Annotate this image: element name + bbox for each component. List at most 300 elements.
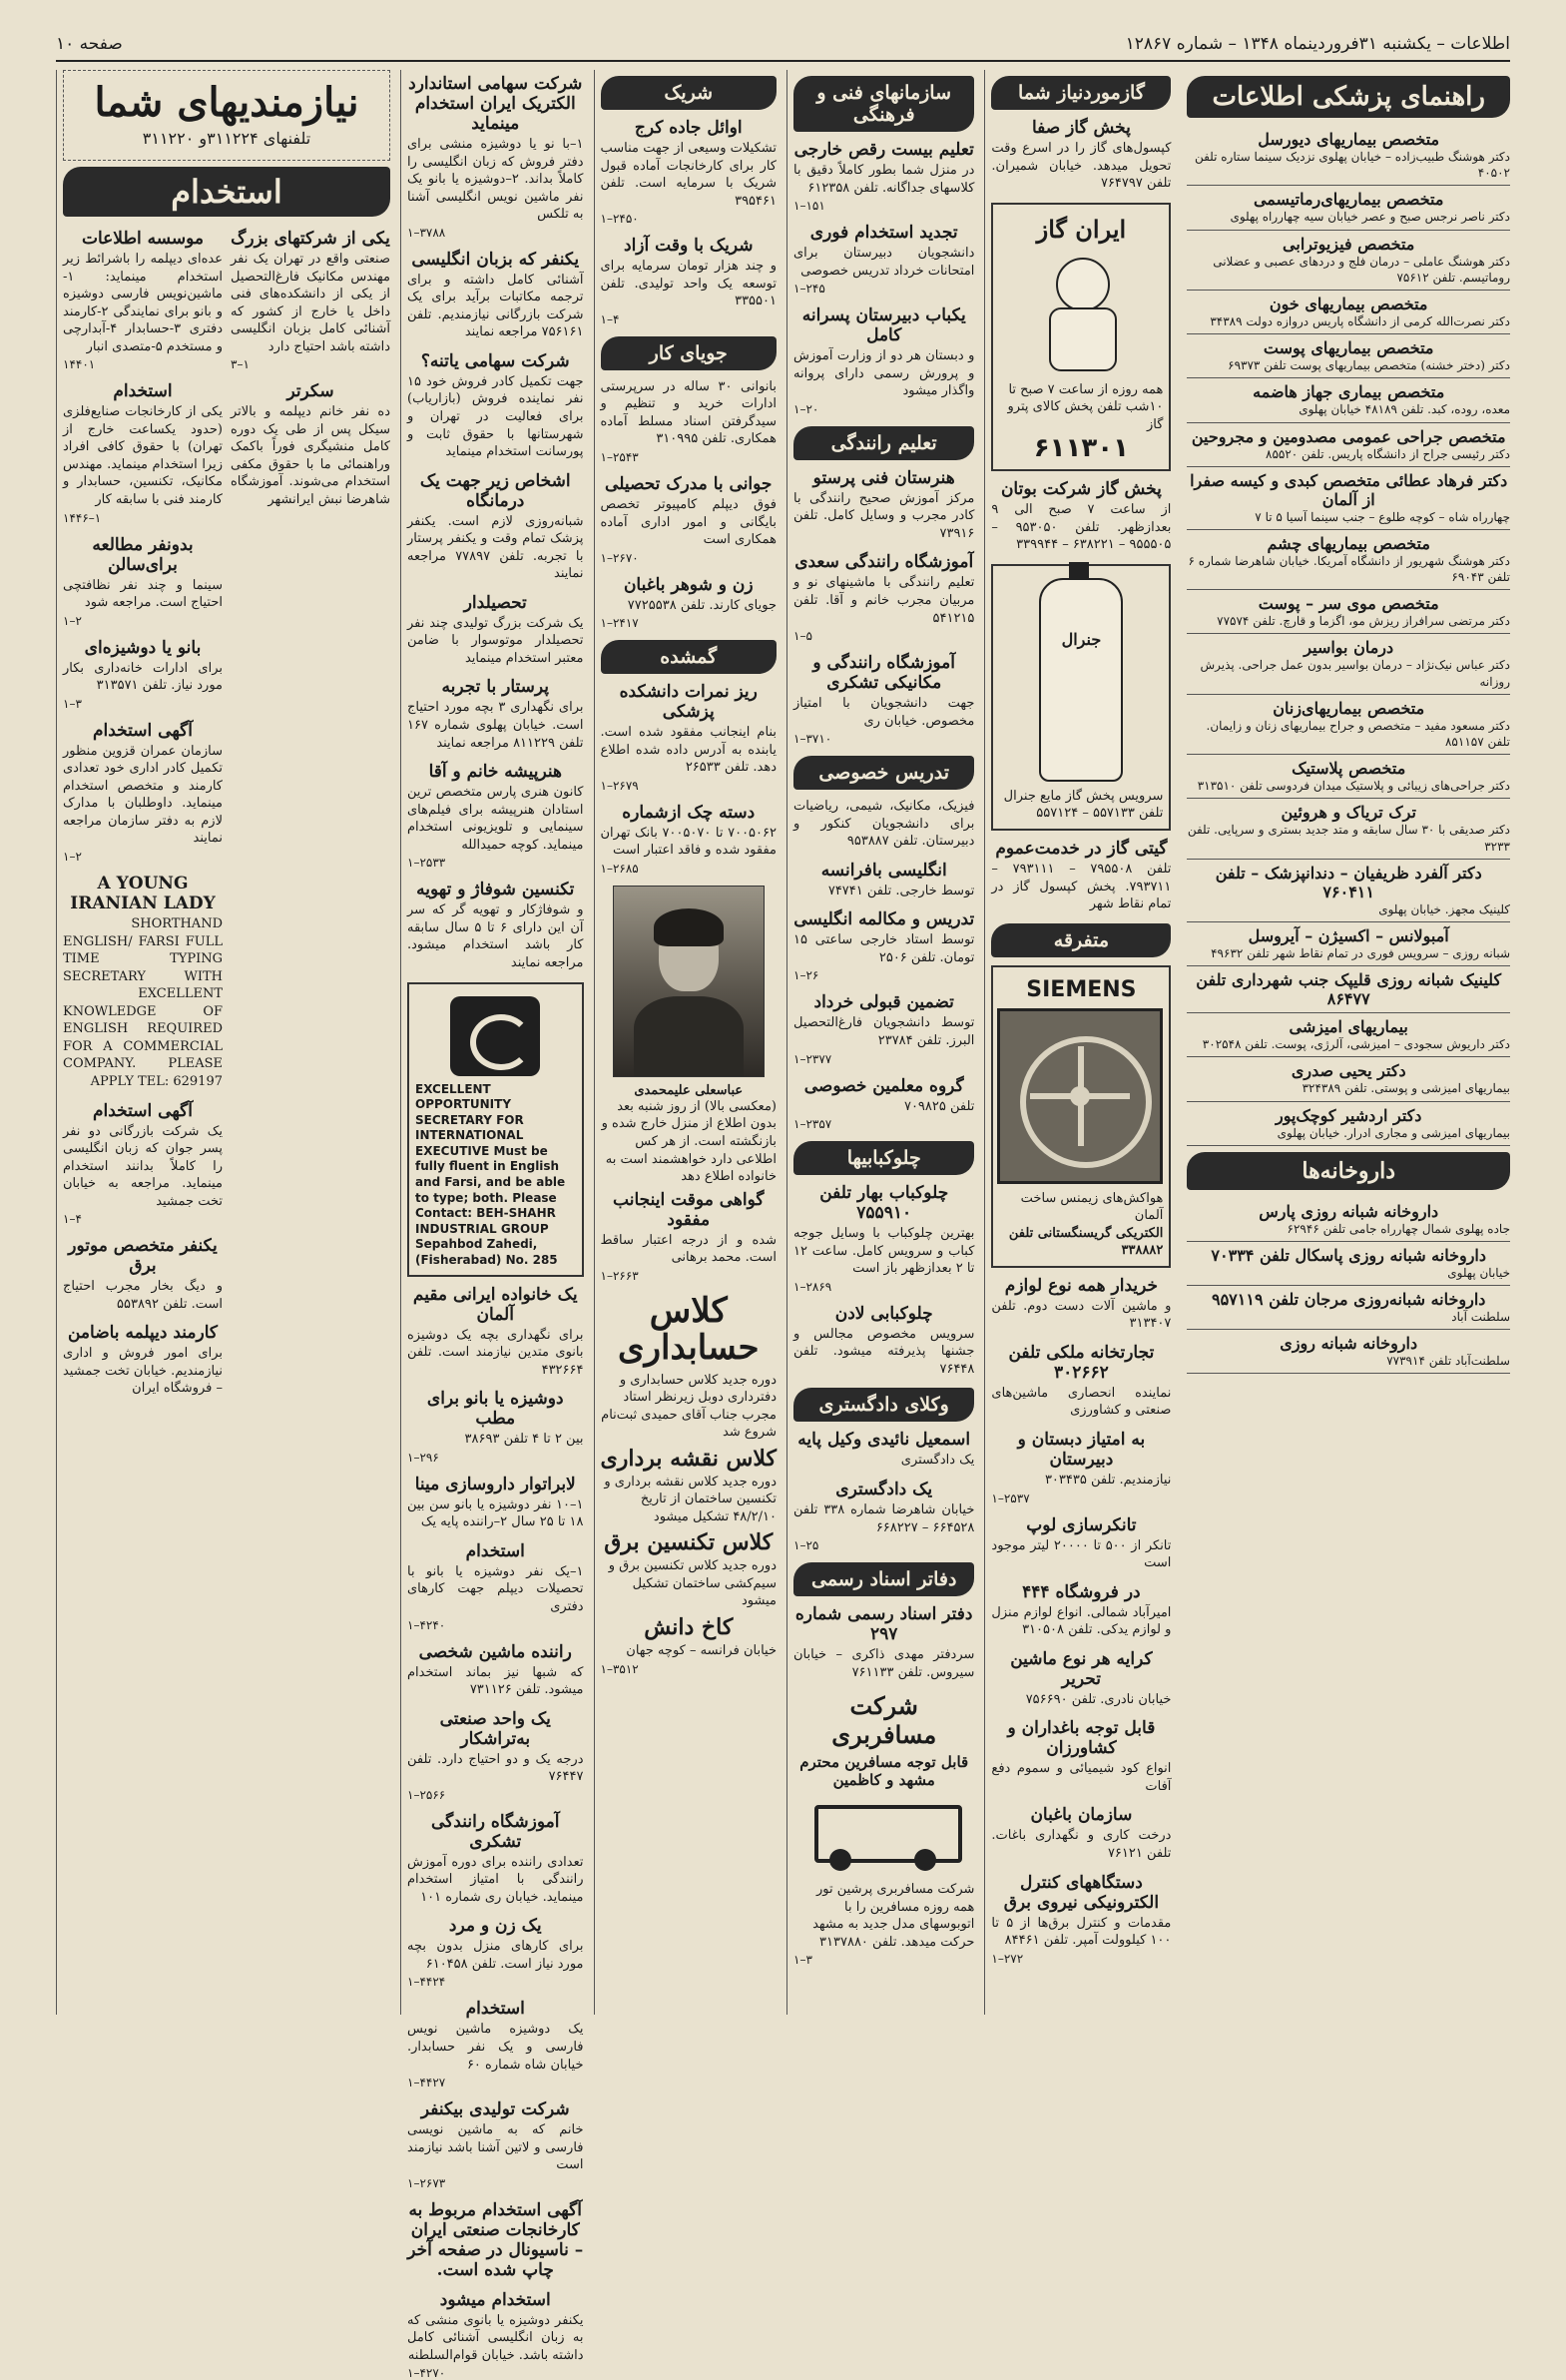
col4-lawyer-ad-text: یک دادگستری: [900, 1453, 975, 1469]
col7-ad: [63, 381, 223, 524]
col4-tutor-ad-title: تضمین قبولی خرداد: [813, 992, 954, 1013]
medical-entry-head: دکتر فرهاد عطائی متخصص کبدی و کیسه صفرا از آلمان: [1190, 470, 1508, 509]
col7-ad-title: موسسه اطلاعات: [81, 229, 205, 249]
col3-gas-ad-title: پخش گاز صفا: [1031, 118, 1131, 138]
col3-misc-ad: [991, 1582, 1171, 1639]
medical-entry-head: متخصص بیماریهای چشم: [1267, 533, 1430, 553]
medical-entry: [1187, 231, 1510, 291]
col7-ad-text: یکی از کارخانجات صنایع‌فلزی (حدود یکساعت خارج از تهران) با حقوق کافی افراد زیرا استخدام مینماید. مهندس مکانیک، تکنسین، حسابدار و کارمند فنی با سابقه کار: [63, 404, 223, 508]
col5-partner-ad-title: اوائل جاده کرج: [634, 118, 743, 138]
siemens-ad: [991, 965, 1171, 1268]
col6-mid2-ad: [407, 1475, 584, 1531]
class1-text: دوره جدید کلاس حسابداری و دفترداری دوبل زیرنظر استاد مجرب جناب آقای حمیدی ثبت‌نام شروع شد: [601, 1372, 777, 1441]
col5-jobseek-ad-title: جوانی با مدرک تحصیلی: [605, 474, 773, 495]
col4-tutor-ad-text: توسط خارجی. تلفن ۷۴۷۴۱: [827, 883, 975, 898]
col5-jobseek-ad: [601, 575, 778, 631]
col6-bottom-ad: [407, 1709, 584, 1802]
medical-entry-head: متخصص موی سر – پوست: [1258, 594, 1439, 614]
medical-entry: [1187, 1013, 1510, 1057]
col6-bottom-ad-title: یک واحد صنعتی به‌تراشکار: [439, 1708, 551, 1749]
col7-ad-title: بدونفر مطالعه برای‌سالن: [92, 534, 194, 575]
col7-ad-ref: ۱–۲: [63, 850, 82, 865]
medical-entry-head: بیماریهای امیزشی: [1289, 1017, 1408, 1037]
col4-notary-ad: [793, 1604, 974, 1681]
medical-guide-title: راهنمای پزشکی اطلاعات: [1187, 76, 1510, 118]
medical-entry: [1187, 755, 1510, 799]
col4-driving-ad-text: تعلیم رانندگی با ماشینهای نو و مربیان مجرب خانم و آقا. تلفن ۵۴۱۲۱۵: [793, 575, 975, 626]
col4-tech-ad-title: تعلیم بیست رقص خارجی: [793, 140, 974, 160]
medical-entry: [1187, 922, 1510, 966]
col6-bottom-ad-text: تعدادی راننده برای دوره آموزش رانندگی با امتیاز استخدام مینماید. خیابان ری شماره ۱۰۱: [407, 1854, 584, 1905]
col7-ad: [63, 1236, 223, 1313]
col4-tutor-ad-text: توسط استاد خارجی ساعتی ۱۵ تومان. تلفن ۲۵۰۶: [793, 932, 975, 965]
medical-entry: [1187, 1057, 1510, 1101]
col6-ad: [407, 351, 584, 461]
col4-lawyer-ad: [793, 1430, 974, 1470]
pharmacy-entry-body: خیابان پهلوی: [1447, 1265, 1510, 1280]
col3-misc-ad: [991, 1649, 1171, 1709]
col4-tech-ad-title: یکباب دبیرستان پسرانه کامل: [801, 305, 966, 346]
col4-driving-ad-title: آموزشگاه رانندگی و مکانیکی تشکری: [812, 653, 955, 694]
col6-ad-title: هنرپیشه خانم و آقا: [428, 762, 562, 783]
general-gas-ad: [991, 564, 1171, 831]
col6-ad-title: یکنفر که بزبان انگلیسی: [411, 249, 580, 270]
irangaz-ad: [991, 203, 1171, 472]
col4-tutor-ad-ref: ۱–۲۳۷۷: [793, 1051, 832, 1066]
partner-banner: شریک: [601, 76, 778, 110]
col6-ad-text: و شوفاژکار و تهویه گر که سر آن این دارای ۶ تا ۵ سال سابقه کار باشد استخدام میشود. مراجعه نمایند: [407, 902, 584, 970]
medical-entry-head: آمبولانس – اکسیژن – آیروسل: [1248, 925, 1449, 945]
class2-title: کلاس نقشه برداری: [600, 1445, 777, 1472]
col6-bottom-ad-title: راننده ماشین شخصی: [418, 1641, 572, 1662]
col6-bottom-ad: [407, 2290, 584, 2380]
medical-entry-body: بیماریهای امیزشی و مجاری ادرار. خیابان پهلوی: [1277, 1125, 1510, 1140]
col6-bottom-ad-ref: ۱–۲۵۶۶: [407, 1787, 446, 1802]
col3-misc-ad: [991, 1515, 1171, 1572]
col7-mid-ad-text: ده نفر خانم دیپلمه و بالاتر سیکل پس از طی یک دوره کامل منشیگری فوراً باکمک وراهنمائی ما با حقوق مکفی استخدام می‌شوند. آموزشگاه شاهرضا نبش ایرانشهر: [231, 404, 390, 508]
col7-mid-ad-title: یکی از شرکتهای بزرگ: [231, 229, 390, 249]
missing-person-photo: [613, 886, 765, 1077]
col6-bottom-ad-title: استخدام: [465, 1999, 525, 2020]
col6-bottom-ad-text: که شبها نیز بماند استخدام میشود. تلفن ۷۳۱۱۲۶: [407, 1664, 584, 1698]
col7-mid-ad-title: سکرتر: [286, 381, 334, 402]
col4-lawyer-ad-ref: ۱–۲۵: [793, 1538, 819, 1553]
col7-ad-ref: ۱۴۴۰۱: [63, 357, 96, 372]
col4-notary-ad-text: سردفتر مهدی ذاکری – خیابان سیروس. تلفن ۷۶۱۱۳۳: [793, 1647, 975, 1680]
col3-gas2-ad-title: پخش گاز شرکت بوتان: [1000, 479, 1162, 500]
col4-tech-ad-text: دانشجویان دبیرستان برای امتحانات خرداد تدریس خصوصی: [793, 246, 975, 279]
col3-misc-ad: [991, 1276, 1171, 1333]
col7-ad: [63, 874, 223, 1090]
col6-ad-text: ۱–با نو یا دوشیزه منشی برای دفتر فروش که زبان انگلیسی را کاملاً بداند. ۲–دوشیزه یا بانو یک نفر ماشین نویس انگلیسی آشنا به تلکس: [407, 137, 584, 223]
col3-misc-ad-text: و ماشین آلات دست دوم. تلفن ۳۱۳۴۰۷: [991, 1298, 1172, 1332]
col6-bottom-ad-text: یک دوشیزه ماشین نویس فارسی و یک نفر حسابدار. خیابان شاه شماره ۶۰: [407, 2022, 584, 2073]
pharmacy-banner: داروخانه‌ها: [1187, 1152, 1510, 1190]
medical-entry: [1187, 1102, 1510, 1146]
col5-jobseek-ad: [601, 474, 778, 565]
photo-caption: عباسعلی علیمحمدی: [634, 1082, 744, 1098]
col3-misc-ad-text: نماینده انحصاری ماشین‌های صنعتی و کشاورزی: [991, 1385, 1172, 1419]
col6-mid2-ad-title: یک خانواده ایرانی مقیم آلمان: [412, 1284, 578, 1325]
tutor-banner: تدریس خصوصی: [793, 756, 974, 790]
medical-entry-body: دکتر عباس نیک‌نژاد – درمان بواسیر بدون عمل جراحی. پذیرش روزانه: [1200, 658, 1510, 689]
col6-mid2-ad: [407, 1541, 584, 1632]
issue-info: اطلاعات – یکشنبه ۳۱فروردینماه ۱۳۴۸ – شماره ۱۲۸۶۷: [1125, 34, 1510, 54]
food-banner: چلوکبابیها: [793, 1141, 974, 1175]
medical-entry: [1187, 334, 1510, 378]
medical-entry-head: متخصص بیماریهای دیورسل: [1258, 130, 1440, 149]
siemens-text: هواکش‌های زیمنس ساخت آلمان: [1020, 1190, 1164, 1224]
col4-food-ad-title: چلوکباب بهار تلفن ۷۵۵۹۱۰: [819, 1183, 949, 1224]
col6-bottom-ad-ref: ۱–۴۴۲۷: [407, 2076, 446, 2090]
medical-entry-head: متخصص بیماریهای خون: [1269, 294, 1428, 313]
col5-partner-ad-text: تشکیلات وسیعی از جهت مناسب کار برای کارخانجات آماده قبول شریک با سرمایه است. تلفن ۳۹۵۴۶۱: [600, 141, 777, 209]
col6-ad-text: کانون هنری پارس متخصص ترین استادان هنرپیشه برای فیلم‌های سینمایی و تلویزیونی استخدام مینماید. کوچه حمیدالله: [407, 785, 584, 853]
pharmacy-entry: [1187, 1286, 1510, 1330]
col4-tutor-ad-title: تدریس و مکالمه انگلیسی: [793, 909, 975, 930]
col4-driving-ad-title: هنرستان فنی پرستو: [812, 467, 955, 488]
col4-food-ad-text: بهترین چلوکباب با وسایل جوجه کباب و سرویس کامل. ساعت ۱۲ تا ۲ بعدازظهر باز است: [793, 1226, 975, 1277]
col4-tech-ad-text: و دبستان هر دو از وزارت آموزش و پرورش رسمی دارای پروانه واگذار میشود: [793, 348, 975, 399]
col3-misc-ad-text: خیابان نادری. تلفن ۷۵۶۶۹۰: [1025, 1691, 1172, 1707]
photo-text: (معکسی بالا) از روز شنبه بعد بدون اطلاع از منزل خارج شده و بازنگشته است. از هر کس اطلاعی دارد خواهشمند است به خانواده اطلاع دهد: [601, 1098, 777, 1185]
col7-ad-ref: ۱–۴: [63, 1212, 82, 1227]
col3-misc-ad-title: قابل توجه باغداران و کشاورزان: [1007, 1718, 1156, 1759]
medical-entry: [1187, 590, 1510, 634]
col5-jobseek-ad-title: زن و شوهر باغبان: [623, 574, 754, 595]
col7-ad-text: سینما و چند نفر نظافتچی احتیاج است. مراجعه شود: [63, 577, 223, 611]
col7-ad-text: سازمان عمران قزوین منظور تکمیل کادر اداری خود تعدادی کارمند و متخصص استخدام مینماید. داوطلبان با مدارک لازم به دفتر سازمان مراجعه نمایند: [63, 743, 223, 847]
col4-driving-ad-ref: ۱–۵: [793, 629, 812, 644]
column-partner-jobseek: [594, 70, 778, 2015]
col7-mid-ad-ref: ۳–۱: [231, 357, 250, 372]
col7-left-sub: [231, 225, 390, 1408]
column-employment: [400, 70, 584, 2380]
col6-ad-text: برای نگهداری ۳ بچه مورد احتیاج است. خیابان پهلوی شماره ۱۶۷ تلفن ۸۱۱۲۲۹ مراجعه نمایند: [407, 700, 584, 751]
medical-entry-body: دکتر مسعود مفید – متخصص و جراح بیماریهای زنان و زایمان. تلفن ۸۵۱۱۵۷: [1206, 718, 1510, 749]
col4-food-ad-title: چلوکبابی لادن: [834, 1303, 933, 1324]
pharmacy-entry: [1187, 1330, 1510, 1374]
siemens-title: SIEMENS: [1026, 976, 1137, 1002]
col6-bottom-ad-title: آگهی استخدام مربوط به کارخانجات صنعتی ایران – ناسیونال در صفحه آخر چاپ شده است.: [407, 2199, 584, 2280]
medical-entry: [1187, 467, 1510, 530]
col6-ad: [407, 593, 584, 668]
medical-entry-body: دکتر جراحی‌های زیبائی و پلاستیک میدان فردوسی تلفن ۳۱۳۵۱۰: [1197, 779, 1510, 794]
medical-entry-body: دکتر داریوش سجودی – امیزشی، آلرژی، پوست. تلفن ۳۰۲۵۴۸: [1202, 1037, 1510, 1052]
col6-mid2-ad-text: بین ۲ تا ۴ تلفن ۳۸۶۹۳: [464, 1432, 584, 1448]
col6-mid2-ad-title: دوشیزه یا بانو برای مطب: [426, 1389, 564, 1430]
col4-lawyer-ad-text: خیابان شاهرضا شماره ۳۳۸ تلفن ۶۶۴۵۲۸ – ۶۶۸۲۲۷: [793, 1501, 975, 1535]
col6-bottom-ad-title: یک زن و مرد: [448, 1916, 542, 1937]
col4-tech-ad: [793, 223, 974, 296]
col5-jobseek-ad-text: فوق دیپلم کامپیوتر تخصص بایگانی و امور اداری آماده همکاری است: [600, 497, 777, 548]
col3-misc-ad-title: کرایه هر نوع ماشین تحریر: [1010, 1648, 1153, 1689]
col5-jobseek-ad-ref: ۱–۲۴۱۷: [600, 616, 639, 631]
col7-ad-ref: ۱۴۴۶–۱: [63, 510, 102, 525]
col4-tutor-ad: [793, 992, 974, 1065]
pharmacy-entry-head: داروخانه شبانه‌روزی مرجان تلفن ۹۵۷۱۱۹: [1211, 1290, 1486, 1310]
medical-entry-body: بیماریهای امیزشی و پوستی. تلفن ۳۲۴۳۸۹: [1302, 1081, 1510, 1096]
page-header: [56, 28, 1510, 62]
col4-tutor-ad-title: گروه معلمین خصوصی: [803, 1075, 964, 1096]
masthead: [63, 70, 390, 161]
col4-driving-ad-ref: ۱–۳۷۱۰: [793, 732, 832, 747]
english-ad-text: EXCELLENT OPPORTUNITY SECRETARY FOR INTERNATIONAL EXECUTIVE Must be fully fluent in English and Farsi, and be able to type; both. Please Contact: BEH-SHAHR INDUSTRIAL GROUP Sepahbod Zahedi, (Fisherabad) No. 285: [415, 1081, 566, 1268]
medical-entry: [1187, 966, 1510, 1013]
medical-entry-body: دکتر ناصر نرجس صبح و عصر خیابان سیه چهارراه پهلوی: [1230, 210, 1510, 225]
col7-ad-title: استخدام: [113, 381, 173, 402]
col3-misc-ad-title: خریدار همه نوع لوازم: [1004, 1275, 1159, 1296]
col4-tutor-ad: [793, 861, 974, 900]
general-text: سرویس پخش گاز مایع جنرال تلفن ۵۵۷۱۳۳ – ۵۵۷۱۲۴: [1003, 788, 1164, 822]
column-medical-guide: [1181, 70, 1510, 2015]
col6-ad-title: پرستار با تجربه: [441, 677, 550, 698]
col5-jobseek-ad-ref: ۱–۲۶۷۰: [600, 550, 639, 565]
col3-misc-ad: [991, 1718, 1171, 1795]
medical-entry-head: دکتر یحیی صدری: [1291, 1061, 1406, 1081]
medical-entry-body: دکتر (دختر خشنه) متخصص بیماریهای پوست تلفن ۶۹۳۷۳: [1228, 358, 1510, 373]
col5-lost-ad: [601, 803, 778, 876]
col6-bottom-ad: [407, 1812, 584, 1907]
medical-entry-body: دکتر نصرت‌الله کرمی از دانشگاه پاریس دروازه دولت ۳۴۳۸۹: [1210, 313, 1510, 328]
col3-misc-ad: [991, 1430, 1171, 1505]
col4-lawyer-ad-title: اسمعیل نائیدی وکیل پایه: [797, 1430, 971, 1451]
col6-bottom-ad-text: درجه یک و دو احتیاج دارد. تلفن ۷۶۴۴۷: [407, 1751, 584, 1785]
col4-tutor-ad-text: فیزیک، مکانیک، شیمی، ریاضیات برای دانشجویان کنکور و دبیرستان. تلفن ۹۵۳۸۸۷: [793, 799, 975, 850]
col3-gas3-ad-text: تلفن ۷۹۵۵۰۸ – ۷۹۳۱۱۱ – ۷۹۳۷۱۱. پخش کپسول گاز در تمام نقاط شهر: [991, 862, 1172, 912]
col3-misc-ad-title: در فروشگاه ۴۴۴: [1022, 1581, 1141, 1602]
col7-mid-ad: [231, 381, 390, 508]
medical-entry-head: کلینیک شبانه روزی قلیپک جنب شهرداری تلفن ۸۶۴۷۷: [1196, 970, 1502, 1009]
col7-ad-title: آگهی استخدام: [93, 1100, 193, 1121]
medical-entry: [1187, 291, 1510, 334]
col7-ad-ref: ۱–۲: [63, 613, 82, 628]
col4-food-ad-text: سرویس مخصوص مجالس و جشنها پذیرفته میشود. تلفن ۷۶۴۴۸: [793, 1326, 975, 1377]
col3-misc-ad: [991, 1343, 1171, 1420]
col7-ad-title: A YOUNG IRANIAN LADY: [70, 874, 216, 914]
col7-ad-text: SHORTHAND ENGLISH/ FARSI FULL TIME TYPING SECRETARY WITH EXCELLENT KNOWLEDGE OF ENGLISH REQUIRED FOR A COMMERCIAL COMPANY. PLEASE APPLY TEL: 629197: [63, 916, 223, 1089]
col7-ad-text: و دیگ بخار مجرب احتیاج است. تلفن ۵۵۳۸۹۲: [63, 1279, 223, 1312]
col3-misc-ad-text: نیازمندیم. تلفن ۳۰۳۴۳۵: [1044, 1473, 1172, 1488]
col3-gas-ad: [991, 118, 1171, 193]
col7-ad-text: برای امور فروش و اداری نیازمندیم. خیابان تخت جمشید – فروشگاه ایران: [62, 1346, 223, 1397]
col4-tutor-ad-ref: ۱–۲۳۵۷: [793, 1117, 832, 1132]
columns: [56, 70, 1510, 2380]
gas-cylinder-icon: [1039, 578, 1123, 782]
medical-entry: [1187, 695, 1510, 755]
col4-driving-ad-text: مرکز آموزش صحیح رانندگی با کادر مجرب و وسایل کامل. تلفن ۷۳۹۱۶: [793, 490, 975, 541]
medical-entry-head: متخصص بیماریهای‌زنان: [1273, 698, 1425, 718]
pharmacy-entry-body: سلطنت‌آباد تلفن ۷۷۳۹۱۴: [1386, 1354, 1510, 1369]
class4-text: خیابان فرانسه – کوچه جهان: [626, 1643, 777, 1659]
lost-banner: گمشده: [601, 640, 778, 674]
col5-lost-ad-title: دسته چک ازشماره: [622, 802, 756, 823]
col6-bottom-ad-ref: ۱–۴۲۷۰: [407, 2366, 446, 2380]
class3-title: کلاس تکنسین برق: [604, 1529, 774, 1556]
irangaz-title: ایران گاز: [1036, 214, 1127, 244]
col5-lost2-ad-title: گواهی موقت اینجانب مفقود: [613, 1189, 765, 1230]
medical-entry: [1187, 860, 1510, 922]
medical-entry: [1187, 378, 1510, 422]
medical-entry-body: کلینیک مجهز. خیابان پهلوی: [1378, 901, 1510, 916]
col5-lost2-ad-text: شده و از درجه اعتبار ساقط است. محمد برهانی: [600, 1232, 777, 1266]
col6-ad-title: شرکت سهامی یاتنه؟: [420, 350, 570, 371]
col4-tech-ad-ref: ۱–۲۴۵: [793, 282, 825, 297]
behshahr-logo: [450, 996, 540, 1076]
gas-banner: گازموردنیاز شما: [991, 76, 1171, 110]
col4-driving-ad: [793, 552, 974, 643]
col4-driving-ad: [793, 468, 974, 543]
general-label: جنرال: [1061, 629, 1102, 649]
medical-entry-head: متخصص پلاستیک: [1292, 759, 1406, 779]
column-gas-misc: [984, 70, 1171, 2015]
col6-ad-title: شرکت سهامی استاندارد الکتریک ایران استخدام مینماید: [408, 74, 583, 134]
col5-lost-ad-text: ۷۰۰۵۰۶۲ تا ۷۰۰۵۰۷۰ بانک تهران مفقود شده و فاقد اعتبار است: [600, 825, 777, 859]
col4-tech-ad-text: در منزل شما بطور کاملاً دقیق با کلاسهای جداگانه. تلفن ۶۱۲۳۵۸: [793, 163, 975, 196]
irangaz-text: همه روزه از ساعت ۷ صبح تا ۱۰شب تلفن پخش کالای پترو گاز: [1007, 381, 1164, 432]
col7-right-sub: [63, 225, 223, 1408]
col7-ad-text: یک شرکت بازرگانی دو نفر پسر جوان که زبان انگلیسی را کاملاً بدانند استخدام مینماید. مراجعه به خیابان تخت جمشید: [63, 1123, 223, 1209]
col6-bottom-ad: [407, 2200, 584, 2280]
col3-misc-ad: [991, 1805, 1171, 1862]
medical-entry-body: دکتر صدیقی با ۳۰ سال سابقه و متد جدید بستری و سرپایی. تلفن ۳۲۳۳: [1187, 823, 1510, 854]
col3-misc-ad-text: امیرآباد شمالی. انواع لوازم منزل و لوازم یدکی. تلفن ۳۱۰۵۰۸: [991, 1604, 1172, 1638]
col3-misc-ad-title: به امتیاز دبستان و دبیرستان: [1017, 1430, 1146, 1471]
col6-ad: [407, 471, 584, 583]
col3-gas2-ad-text: از ساعت ۷ صبح الی ۹ بعدازظهر. تلفن ۹۵۳۰۵۰ – ۹۵۵۵۰۵ – ۶۳۸۲۲۱ – ۳۳۹۹۴۴: [991, 502, 1172, 553]
col4-tech-ad-ref: ۱–۱۵۱: [793, 199, 825, 214]
col3-gas3-ad: [991, 839, 1171, 913]
col3-gas-ad-text: کپسول‌های گاز را در اسرع وقت تحویل میدهد. خیابان شمیران. تلفن ۷۶۴۷۹۷: [991, 141, 1172, 192]
pharmacy-entry: [1187, 1198, 1510, 1242]
col6-mid2-ad-text: ۱–یک نفر دوشیزه یا بانو با تحصیلات دیپلم جهت کارهای دفتری: [407, 1563, 584, 1614]
col3-misc-ad-ref: ۱–۲۵۳۷: [991, 1490, 1030, 1505]
col6-ad: [407, 880, 584, 971]
col7-ad: [63, 535, 223, 628]
medical-entry-body: دکتر هوشنگ عاملی – درمان فلج و دردهای عصبی و عضلانی روماتیسم. تلفن ۷۵۶۱۲: [1213, 254, 1510, 285]
col6-ad: [407, 250, 584, 341]
col7-ad-title: آگهی استخدام: [93, 720, 193, 741]
pharmacy-entry-head: داروخانه شبانه روزی: [1280, 1334, 1418, 1354]
col7-ad: [63, 1323, 223, 1398]
employment-banner: استخدام: [63, 167, 390, 217]
col6-bottom-ad-text: برای کارهای منزل بدون بچه مورد نیاز است. تلفن ۶۱۰۴۵۸: [407, 1939, 584, 1972]
page-number: صفحه ۱۰: [56, 34, 123, 54]
col6-ad-ref: ۱–۲۵۳۳: [407, 856, 446, 871]
column-education: [786, 70, 974, 2015]
col5-lost-ad-ref: ۱–۲۶۸۵: [600, 861, 639, 876]
col5-jobseek-ad: [601, 378, 778, 464]
col5-partner-ad-text: و چند هزار تومان سرمایه برای توسعه یک واحد تولیدی. تلفن ۳۳۵۵۰۱: [600, 259, 777, 309]
col6-mid2-ad: [407, 1285, 584, 1380]
col4-driving-ad-text: جهت دانشجویان با امتیاز مخصوص. خیابان ری: [793, 696, 975, 729]
col7-ad-text: عده‌ای دیپلمه را باشرائط زیر استخدام مینماید: ۱-ماشین‌نویس فارسی دوشیزه و بانو برای نمایندگی ۲-کارمند دفتری ۳-حسابدار ۴-آبدارچی و مستخدم ۵-متصدی انبار: [63, 252, 223, 354]
medical-entry-head: دکتر اردشیر کوچک‌پور: [1275, 1105, 1422, 1125]
tech-banner: سازمانهای فنی و فرهنگی: [793, 76, 974, 132]
medical-entry-body: دکتر هوشنگ طبیب‌زاده – خیابان پهلوی نزدیک سینما ستاره تلفن ۴۰۵۰۲: [1194, 150, 1510, 181]
travel-ref: ۱–۳: [793, 1953, 812, 1968]
medical-entry-body: دکتر رئیسی جراح از دانشگاه پاریس. تلفن ۸۵۵۲۰: [1266, 446, 1510, 461]
col7-ad-title: بانو یا دوشیزه‌ای: [84, 637, 202, 658]
col5-jobseek-ad-text: بانوانی ۳۰ ساله در سرپرستی ادارات خرید و تنظیم و سیدگرفتن اسناد مسلط آماده همکاری. تلفن ۳۱۰۹۹۵: [600, 378, 777, 447]
notary-banner: دفاتر اسناد رسمی: [793, 1562, 974, 1596]
col3-misc-ad-title: تجارتخانه ملکی تلفن ۳۰۲۶۶۲: [1008, 1342, 1155, 1383]
col7-mid-ad: [231, 229, 390, 371]
col6-bottom-ad: [407, 1999, 584, 2089]
col6-ad-text: یک شرکت بزرگ تولیدی چند نفر تحصیلدار موتوسوار با ضامن معتبر استخدام مینماید: [407, 615, 584, 666]
col5-lost-ad-ref: ۱–۲۶۷۹: [600, 778, 639, 793]
col6-mid2-ad-text: برای نگهداری بچه یک دوشیزه بانوی متدین نیازمند است. تلفن ۴۳۲۶۶۴: [407, 1327, 584, 1378]
medical-entry-head: متخصص فیزیوترابی: [1283, 234, 1415, 254]
medical-entry-body: معده، روده، کبد. تلفن ۴۸۱۸۹ خیابان پهلوی: [1299, 402, 1510, 417]
irangaz-phone: ۶۱۱۳۰۱: [1033, 433, 1130, 464]
col4-tutor-ad-ref: ۱–۲۶: [793, 968, 819, 983]
gas-mascot-icon: [1021, 248, 1141, 377]
medical-entry-body: دکتر هوشنگ شهریور از دانشگاه آمریکا. خیابان شاهرضا شماره ۶ تلفن ۶۹۰۴۳: [1188, 553, 1510, 585]
col6-bottom-ad-text: خانم که به ماشین نویسی فارسی و لاتین آشنا باشد نیازمند است: [407, 2122, 584, 2173]
col4-notary-ad-title: دفتر اسناد رسمی شماره ۲۹۷: [794, 1604, 973, 1645]
col4-tech-ad-title: تجدید استخدام فوری: [809, 223, 958, 244]
col5-jobseek-ad-ref: ۱–۲۵۴۳: [600, 450, 639, 465]
col7-ad: [63, 1101, 223, 1227]
jobseek-banner: جویای کار: [601, 336, 778, 370]
col6-bottom-ad-title: استخدام میشود: [439, 2289, 551, 2310]
medical-entry: [1187, 799, 1510, 859]
col5-lost-ad-title: ریز نمرات دانشکده پزشکی: [619, 682, 758, 723]
medical-entry-body: دکتر مرتضی‌ سرافراز ریزش مو، اگزما و قارچ. تلفن ۷۷۵۷۴: [1217, 614, 1510, 629]
pharmacy-entry-head: داروخانه شبانه روزی پاسکال تلفن ۷۰۳۳۴: [1211, 1245, 1486, 1265]
col5-lost2-ad-ref: ۱–۲۶۶۳: [600, 1268, 639, 1283]
col3-misc-ad-text: درخت کاری و نگهداری باغات. تلفن ۷۶۱۲۱: [991, 1828, 1172, 1861]
english-ad: [407, 982, 584, 1277]
pharmacy-entry-body: سلطنت آباد: [1451, 1310, 1510, 1325]
travel-text: شرکت مسافربری پرشین تور همه روزه مسافرین را با اتوبوسهای مدل جدید به مشهد حرکت میدهد. تلفن ۳۱۳۷۸۸۰: [812, 1882, 975, 1950]
col6-ad-title: اشخاص زیر جهت یک درمانگاه: [419, 470, 571, 511]
misc-banner: متفرقه: [991, 923, 1171, 957]
medical-entry-body: شبانه روزی – سرویس فوری در تمام نقاط شهر تلفن ۴۹۶۳۲: [1211, 945, 1510, 960]
col6-ad: [407, 762, 584, 870]
col3-misc-ad-text: انواع کود شیمیائی و سموم دفع آفات: [991, 1761, 1172, 1794]
col4-tutor-ad: [793, 798, 974, 851]
col5-partner-ad: [601, 236, 778, 326]
col6-ad-ref: ۱–۳۷۸۸: [407, 225, 446, 240]
travel-subtitle: قابل توجه مسافرین محترم مشهد و کاظمین: [799, 1753, 969, 1790]
medical-entry-body: چهارراه شاه – کوچه طلوع – جنب سینما آسیا ۵ تا ۷: [1255, 509, 1510, 524]
col6-bottom-ad-ref: ۱–۴۴۲۴: [407, 1975, 446, 1990]
pharmacy-entry-body: جاده پهلوی شمال چهارراه جامی تلفن ۶۲۹۴۶: [1287, 1221, 1510, 1236]
col7-mid-ad-text: صنعتی واقع در تهران یک نفر مهندس مکانیک فارغ‌التحصیل از یکی از دانشکده‌های فنی داخل یا خارج از کشور که آشنائی کامل بزبان انگلیسی داشته باشد احتیاج دارد: [231, 252, 390, 354]
col3-misc-ad-text: مقدمات و کنترل برق‌ها از ۵ تا ۱۰۰ کیلوولت آمپر. تلفن ۸۴۴۶۱: [991, 1915, 1172, 1949]
col7-ad: [63, 721, 223, 864]
medical-entry-head: متخصص بیماریهای‌رماتیسمی: [1253, 190, 1444, 210]
class1-title: کلاس حسابداری: [618, 1290, 760, 1369]
col4-tech-ad: [793, 305, 974, 416]
col6-ad: [407, 74, 584, 240]
col4-tutor-ad-text: تلفن ۷۰۹۸۲۵: [903, 1098, 975, 1114]
medical-entry: [1187, 634, 1510, 694]
bus-icon: [804, 1795, 964, 1875]
col6-mid2-ad: [407, 1389, 584, 1465]
col6-bottom-ad-ref: ۱–۲۶۷۳: [407, 2175, 446, 2190]
lawyer-banner: وکلای دادگستری: [793, 1388, 974, 1422]
siemens-phone: الکتریکی گریسنگستانی تلفن ۳۳۸۸۸۲: [1008, 1225, 1164, 1259]
col4-driving-ad-title: آموزشگاه رانندگی سعدی: [794, 552, 974, 573]
col7-ad: [63, 229, 223, 371]
col4-tutor-ad: [793, 1076, 974, 1132]
col6-mid2-ad-title: استخدام: [465, 1540, 525, 1561]
col4-tutor-ad-text: توسط دانشجویان فارغ‌التحصیل البرز. تلفن ۲۳۷۸۴: [793, 1015, 975, 1049]
col3-gas2-ad: [991, 479, 1171, 554]
